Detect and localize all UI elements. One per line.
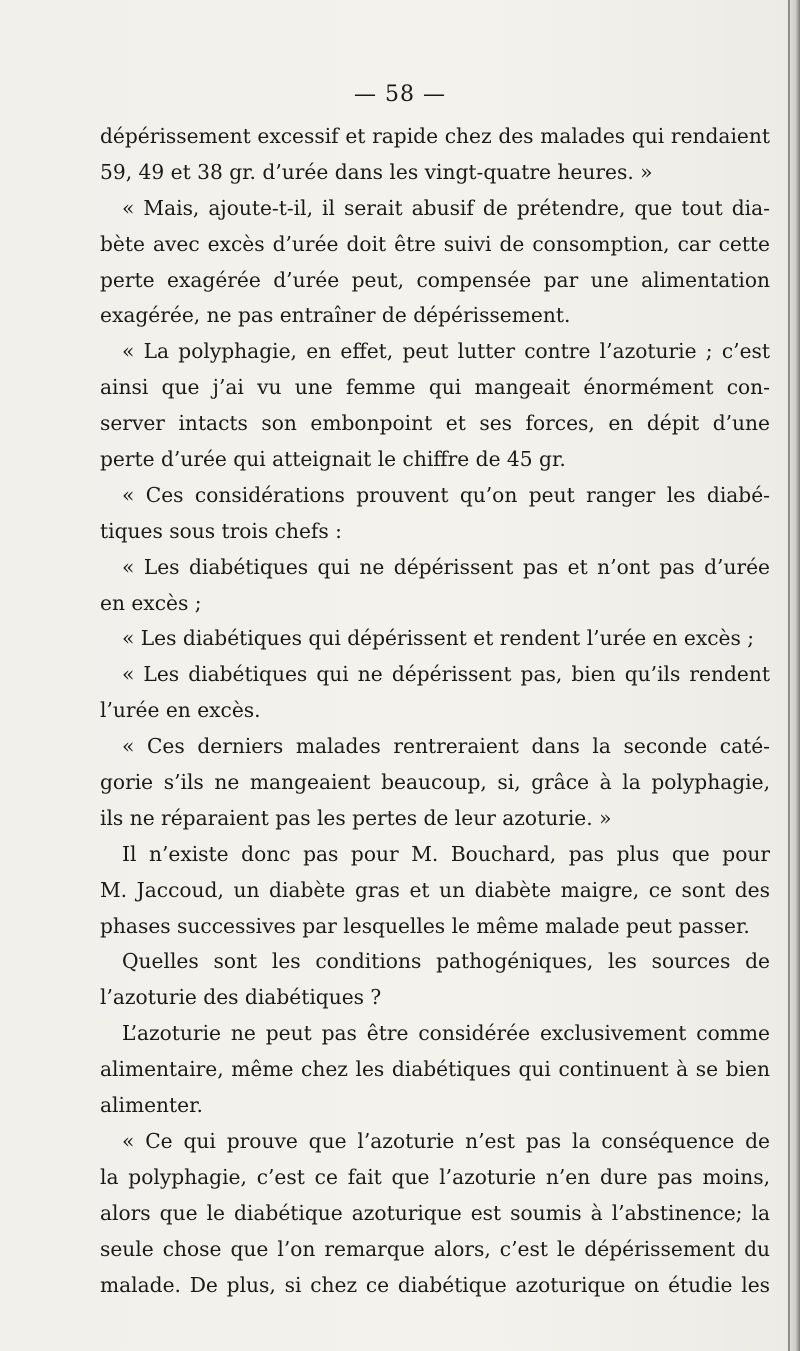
text-line: dépérissement excessif et rapide chez des malades qui rendaient (100, 124, 770, 148)
text-line: « La polyphagie, en effet, peut lutter contre l’azoturie ; c’est (122, 339, 770, 364)
text-line: Il n’existe donc pas pour M. Bouchard, pas plus que pour (122, 841, 770, 866)
page-edge-line (788, 0, 790, 1351)
text-line: Quelles sont les conditions pathogéniques, les sources de (122, 949, 770, 974)
text-line: tiques sous trois chefs : (100, 518, 342, 543)
text-line: « Mais, ajoute-t-il, il serait abusif de prétendre, que tout dia- (122, 195, 770, 220)
text-line: en excès ; (100, 590, 202, 615)
text-line: la polyphagie, c’est ce fait que l’azoturie n’en dure pas moins, (100, 1164, 770, 1189)
text-line: « Ces considérations prouvent qu’on peut ranger les diabé- (122, 482, 770, 507)
text-line: L’azoturie ne peut pas être considérée exclusivement comme (122, 1021, 770, 1046)
text-line: alimentaire, même chez les diabétiques qui continuent à se bien (100, 1057, 770, 1082)
text-line: seule chose que l’on remarque alors, c’est le dépérissement du (100, 1236, 770, 1261)
text-line: « Ces derniers malades rentreraient dans la seconde caté- (122, 734, 770, 759)
text-line: alimenter. (100, 1093, 203, 1118)
text-line: bète avec excès d’urée doit être suivi de consomption, car cette (100, 231, 770, 256)
text-line: phases successives par lesquelles le même malade peut passer. (100, 913, 750, 938)
text-line: « Les diabétiques qui ne dépérissent pas, bien qu’ils rendent (122, 662, 770, 687)
text-line: perte exagérée d’urée peut, compensée par une alimentation (100, 267, 770, 292)
text-line: M. Jaccoud, un diabète gras et un diabète maigre, ce sont des (100, 877, 770, 902)
text-line: alors que le diabétique azoturique est soumis à l’abstinence; la (100, 1200, 770, 1225)
text-line: « Les diabétiques qui ne dépérissent pas et n’ont pas d’urée (122, 554, 770, 579)
text-line: l’azoturie des diabétiques ? (100, 985, 382, 1010)
text-line: server intacts son embonpoint et ses forces, en dépit d’une (100, 411, 770, 436)
text-line: ils ne réparaient pas les pertes de leur azoturie. » (100, 805, 612, 830)
text-line: ainsi que j’ai vu une femme qui mangeait énormément con- (100, 375, 770, 400)
text-line: 59, 49 et 38 gr. d’urée dans les vingt-quatre heures. » (100, 159, 653, 184)
text-line: perte d’urée qui atteignait le chiffre de 45 gr. (100, 447, 566, 472)
text-line: « Ce qui prouve que l’azoturie n’est pas la conséquence de (122, 1128, 770, 1153)
text-line: gorie s’ils ne mangeaient beaucoup, si, grâce à la polyphagie, (100, 770, 770, 795)
text-line: l’urée en excès. (100, 698, 261, 723)
body-text (100, 119, 770, 1303)
page-number: — 58 — (354, 82, 446, 107)
text-line: exagérée, ne pas entraîner de dépérissement. (100, 303, 571, 328)
text-line: malade. De plus, si chez ce diabétique azoturique on étudie les (100, 1272, 770, 1297)
text-line: « Les diabétiques qui dépérissent et rendent l’urée en excès ; (122, 626, 755, 651)
